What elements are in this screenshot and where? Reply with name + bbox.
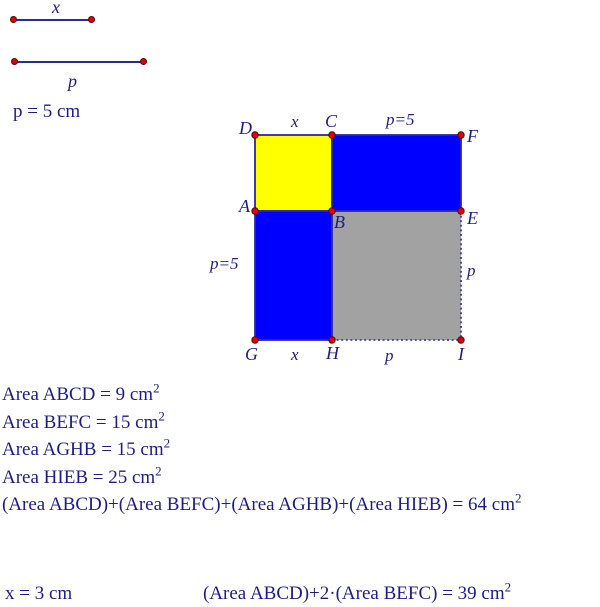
segment-x[interactable]	[14, 19, 92, 21]
segment-p-label: p	[68, 71, 77, 91]
segment-x-endpoint-right[interactable]	[88, 16, 95, 23]
label-G: G	[245, 344, 258, 364]
bottom-expression: (Area ABCD)+2·(Area BEFC) = 39 $cm^2$	[203, 579, 512, 604]
point-I[interactable]	[458, 337, 464, 343]
label-B: B	[334, 212, 345, 232]
point-A[interactable]	[252, 208, 258, 214]
square-HIEB[interactable]	[332, 211, 461, 340]
label-H: H	[326, 343, 339, 363]
label-bottom-p: p	[385, 346, 394, 365]
p-value-text: p = 5 cm	[13, 101, 81, 122]
label-F: F	[467, 126, 478, 146]
point-C[interactable]	[329, 132, 335, 138]
area-results	[2, 381, 582, 519]
segment-p[interactable]	[15, 61, 144, 63]
figure-svg	[205, 100, 495, 370]
square-ABCD[interactable]	[255, 135, 332, 211]
label-top-x: x	[291, 112, 299, 131]
label-top-p5: p=5	[386, 110, 415, 129]
label-C: C	[325, 111, 338, 131]
point-E[interactable]	[458, 208, 464, 214]
point-F[interactable]	[458, 132, 464, 138]
label-E: E	[467, 208, 478, 228]
rect-AGHB[interactable]	[255, 211, 332, 340]
segment-p-endpoint-right[interactable]	[140, 58, 147, 65]
area-line-ABCD: Area ABCD = 9 $cm^2$	[2, 380, 160, 405]
label-left-p5: p=5	[210, 254, 239, 273]
label-A: A	[239, 196, 250, 216]
point-G[interactable]	[252, 337, 258, 343]
area-line-AGHB: Area AGHB = 15 $cm^2$	[2, 435, 171, 461]
area-sum-line: (Area ABCD)+(Area BEFC)+(Area AGHB)+(Area HIEB) = 64 $cm^2$	[2, 491, 522, 516]
label-D: D	[239, 118, 252, 138]
segment-p-endpoint-left[interactable]	[11, 58, 18, 65]
segment-x-label: x	[52, 0, 60, 17]
x-value-text: x = 3 cm	[5, 583, 73, 604]
area-line-HIEB: Area HIEB = 25 $cm^2$	[2, 463, 162, 488]
rect-BEFC[interactable]	[332, 135, 461, 211]
label-right-p: p	[467, 261, 476, 280]
area-line-BEFC: Area BEFC = 15 $cm^2$	[2, 408, 165, 433]
point-D[interactable]	[252, 132, 258, 138]
label-bottom-x: x	[291, 345, 299, 364]
segment-x-endpoint-left[interactable]	[10, 16, 17, 23]
label-I: I	[458, 344, 464, 364]
